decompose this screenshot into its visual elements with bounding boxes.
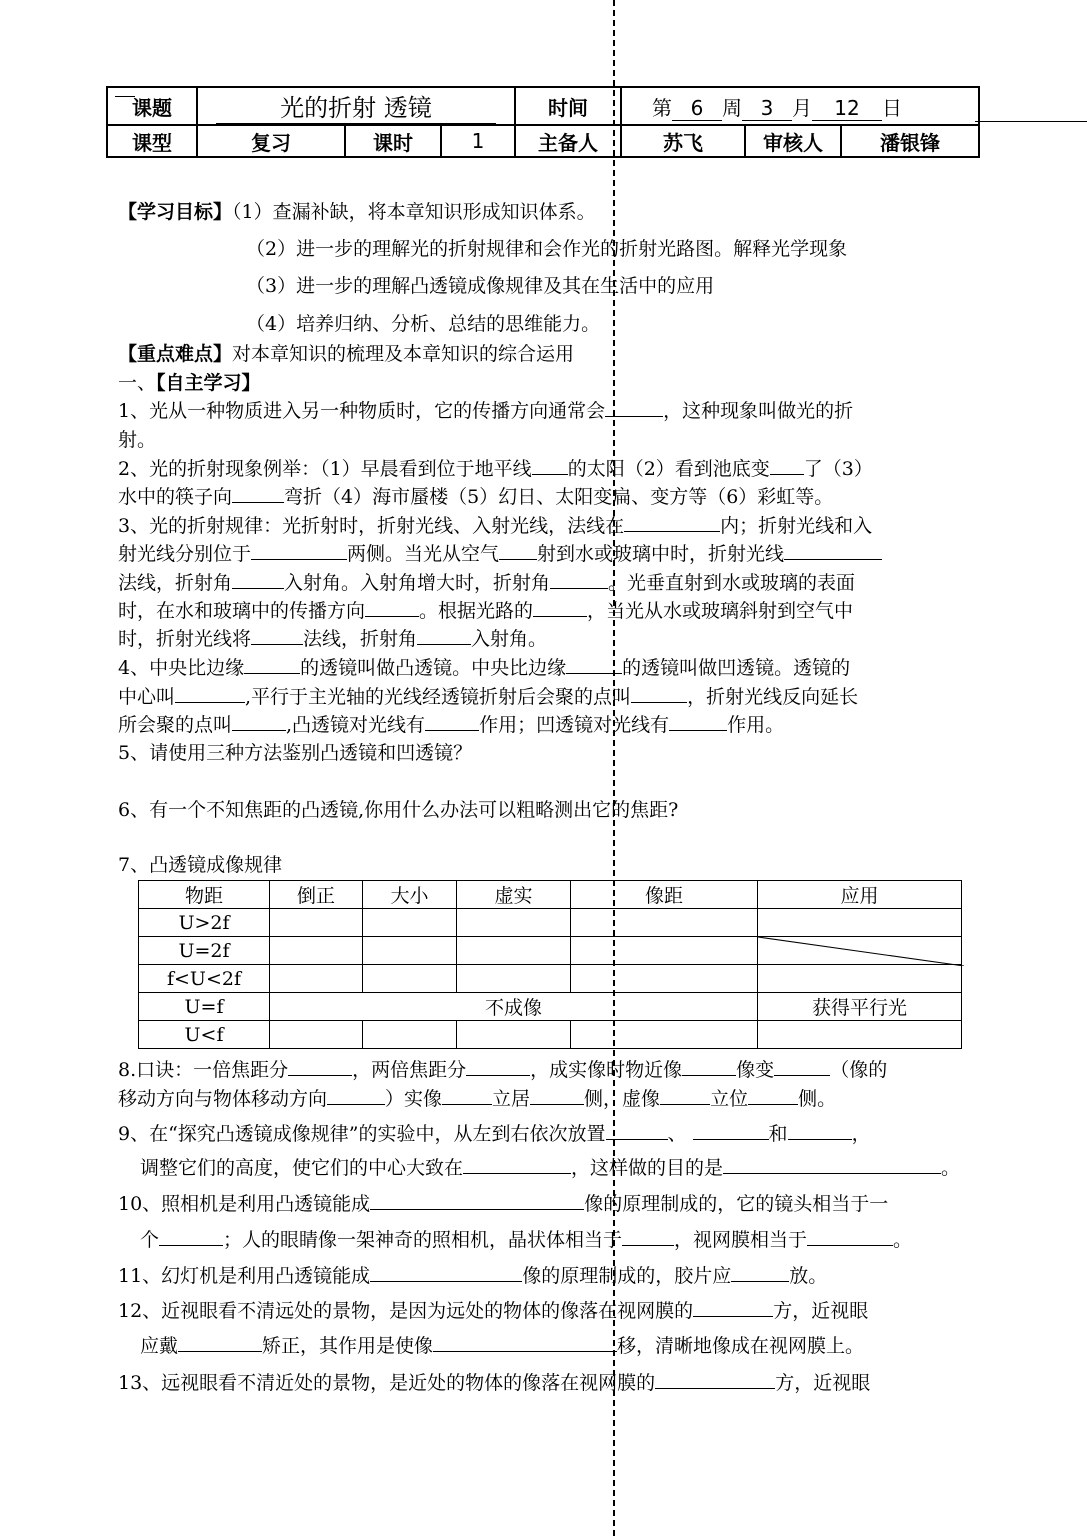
blank[interactable]: [417, 626, 471, 645]
q4-d: 中心叫: [118, 686, 176, 708]
blank[interactable]: [807, 1227, 893, 1246]
q13-line-1: [118, 1370, 870, 1397]
lens-row-label: U=2f: [139, 937, 270, 965]
lens-header: 物距: [139, 881, 270, 909]
q1-line-1: [118, 398, 853, 425]
lens-cell[interactable]: [270, 909, 363, 937]
blank[interactable]: [731, 1263, 789, 1282]
lens-header: 倒正: [270, 881, 363, 909]
q7: 7、凸透镜成像规律: [118, 854, 283, 876]
section-1-pre: 一、: [118, 372, 157, 394]
q4-line-1: [118, 655, 850, 682]
q1-b: ，这种现象叫做光的折: [663, 400, 854, 422]
lens-row-label: U>2f: [139, 909, 270, 937]
q12-line-1: [118, 1298, 868, 1325]
blank[interactable]: [788, 1121, 852, 1140]
blank[interactable]: [669, 712, 727, 731]
q13-a: 13、远视眼看不清近处的景物，是近处的物体的像落在视网膜的: [118, 1372, 656, 1394]
lens-cell[interactable]: [758, 909, 962, 937]
q9-f: ，这样做的目的是: [571, 1157, 724, 1179]
lens-table: [138, 880, 962, 1049]
q8-f: 移动方向与物体移动方向: [118, 1088, 328, 1110]
q4-line-3: [118, 712, 784, 739]
lens-cell-diagonal: [758, 937, 962, 965]
q11-line: [118, 1263, 827, 1290]
q8-k: 侧。: [798, 1088, 837, 1110]
q2-line-2: [118, 484, 833, 511]
blank[interactable]: [442, 1086, 492, 1105]
q13-b: 方，近视眼: [775, 1372, 871, 1394]
parallel-light-cell: 获得平行光: [758, 993, 962, 1021]
q3-k: ，当光从水或玻璃斜射到空气中: [587, 600, 854, 622]
q9-line-1: [118, 1121, 871, 1148]
q9-b: 、: [667, 1123, 687, 1145]
lens-cell[interactable]: [363, 965, 457, 993]
q3-line-2: [118, 541, 882, 568]
blank[interactable]: [748, 1086, 798, 1105]
week-value: 6: [672, 96, 722, 121]
q3-b: 内；折射光线和入: [720, 515, 873, 537]
q9-a: 9、在“探究凸透镜成像规律”的实验中，从左到右依次放置: [118, 1123, 606, 1145]
no-image-cell: 不成像: [270, 993, 758, 1021]
q4-b: 的透镜叫做凸透镜。中央比边缘: [300, 657, 567, 679]
q10-e: ，视网膜相当于: [674, 1229, 808, 1251]
q8-line-2: [118, 1086, 836, 1113]
lens-cell[interactable]: [758, 1021, 962, 1049]
zhubei-value: 苏飞: [621, 125, 745, 157]
blank[interactable]: [327, 1086, 385, 1105]
blank[interactable]: [288, 1057, 352, 1076]
q10-line-1: [118, 1191, 888, 1218]
date-cell: [621, 87, 979, 125]
q8-h: 立居: [492, 1088, 531, 1110]
q4-f: ，折射光线反向延长: [687, 686, 859, 708]
lens-cell[interactable]: [363, 937, 457, 965]
day-suf: 日: [882, 95, 902, 120]
goal-3: （3）进一步的理解凸透镜成像规律及其在生活中的应用: [246, 275, 715, 297]
lens-cell[interactable]: [457, 1021, 571, 1049]
lens-header: 像距: [571, 881, 758, 909]
goal-2: （2）进一步的理解光的折射规律和会作光的折射光路图。解释光学现象: [246, 238, 848, 260]
blank[interactable]: [499, 541, 537, 560]
lens-header: 大小: [363, 881, 457, 909]
keti-value: [197, 87, 515, 125]
q3-n: 入射角。: [471, 628, 548, 650]
key-label: 【重点难点】: [118, 343, 233, 365]
lens-cell[interactable]: [758, 965, 962, 993]
q2-e: 弯折（4）海市蜃楼（5）幻日、太阳变扁、变方等（6）彩虹等。: [284, 486, 834, 508]
lens-cell[interactable]: [363, 909, 457, 937]
q3-l: 时，折射光线将: [118, 628, 252, 650]
blank[interactable]: [251, 541, 347, 560]
blank[interactable]: [175, 684, 245, 703]
blank[interactable]: [533, 598, 587, 617]
q5: 5、请使用三种方法鉴别凸透镜和凹透镜？: [118, 742, 473, 764]
keti-label: 课题: [107, 87, 197, 125]
blank[interactable]: [251, 626, 303, 645]
blank[interactable]: [178, 1333, 262, 1352]
q3-i: 时，在水和玻璃中的传播方向: [118, 600, 366, 622]
q3-h: 。光垂直射到水或玻璃的表面: [608, 572, 856, 594]
lens-cell[interactable]: [571, 909, 758, 937]
blank[interactable]: [784, 541, 882, 560]
lens-header: 虚实: [457, 881, 571, 909]
key-text: 对本章知识的梳理及本章知识的综合运用: [232, 343, 575, 365]
q4-g: 所会聚的点叫: [118, 714, 233, 736]
q3-line-3: [118, 570, 855, 597]
blank[interactable]: [425, 712, 479, 731]
blank[interactable]: [774, 1057, 830, 1076]
blank[interactable]: [365, 598, 419, 617]
q12-c: 应戴: [140, 1335, 179, 1357]
goal-4: （4）培养归纳、分析、总结的思维能力。: [246, 313, 601, 335]
week-pre: 第: [652, 95, 672, 120]
blank[interactable]: [466, 1057, 530, 1076]
header-table: [106, 86, 980, 158]
shenhe-label: 审核人: [745, 125, 841, 157]
kexing-label: 课型: [107, 125, 197, 157]
blank[interactable]: [232, 570, 284, 589]
blank[interactable]: [682, 1057, 736, 1076]
blank[interactable]: [232, 484, 284, 503]
q3-m: 法线，折射角: [303, 628, 418, 650]
month-suf: 月: [792, 95, 812, 120]
goal-1: （1）查漏补缺，将本章知识形成知识体系。: [232, 201, 596, 223]
blank[interactable]: [631, 684, 687, 703]
q10-a: 10、照相机是利用凸透镜能成: [118, 1193, 371, 1215]
q2-d: 水中的筷子向: [118, 486, 233, 508]
blank[interactable]: [660, 1086, 710, 1105]
blank[interactable]: [532, 456, 568, 475]
goal-line-1: [118, 199, 596, 226]
lens-cell[interactable]: [457, 965, 571, 993]
q3-line-1: [118, 513, 872, 540]
q8-c: ，成实像时物近像: [530, 1059, 683, 1081]
q12-b: 方，近视眼: [773, 1300, 869, 1322]
q10-d: ；人的眼睛像一架神奇的照相机，晶状体相当于: [223, 1229, 623, 1251]
blank[interactable]: [244, 655, 300, 674]
q9-e: 调整它们的高度，使它们的中心大致在: [140, 1157, 464, 1179]
month-value: 3: [742, 96, 792, 121]
lens-cell[interactable]: [270, 1021, 363, 1049]
q3-line-5: [118, 626, 547, 653]
lens-cell[interactable]: [457, 937, 571, 965]
q9-c: 和: [768, 1123, 788, 1145]
q1-c: 射。: [118, 429, 157, 451]
blank[interactable]: [770, 456, 804, 475]
keshi-label: 课时: [345, 125, 441, 157]
q8-g: ）实像: [385, 1088, 443, 1110]
lens-cell[interactable]: [571, 965, 758, 993]
q2-b: 的太阳（2）看到池底变: [567, 458, 770, 480]
key-line: [118, 341, 574, 368]
q12-e: 移，清晰地像成在视网膜上。: [617, 1335, 865, 1357]
q12-a: 12、近视眼看不清远处的景物，是因为远处的物体的像落在视网膜的: [118, 1300, 694, 1322]
blank[interactable]: [693, 1298, 773, 1317]
blank[interactable]: [530, 1086, 584, 1105]
q3-j: 。根据光路的: [419, 600, 534, 622]
q3-c: 射光线分别位于: [118, 543, 252, 565]
day-value: 12: [812, 96, 882, 121]
lens-cell[interactable]: [363, 1021, 457, 1049]
q3-e: 射到水或玻璃中时，折射光线: [537, 543, 785, 565]
q8-j: 立位: [710, 1088, 749, 1110]
blank[interactable]: [463, 1155, 571, 1174]
q6: 6、有一个不知焦距的凸透镜,你用什么办法可以粗略测出它的焦距?: [118, 799, 679, 821]
q10-line-2: [140, 1227, 912, 1254]
q8-d: 像变: [736, 1059, 775, 1081]
blank[interactable]: [622, 1227, 674, 1246]
q8-line-1: [118, 1057, 887, 1084]
blank[interactable]: [550, 570, 608, 589]
q10-c: 个: [140, 1229, 160, 1251]
q4-i: 作用；凹透镜对光线有: [479, 714, 670, 736]
q4-h: ,凸透镜对光线有: [286, 714, 426, 736]
lens-cell[interactable]: [457, 909, 571, 937]
lens-cell[interactable]: [571, 937, 758, 965]
lens-row-label: U<f: [139, 1021, 270, 1049]
header-extension-line: [975, 121, 1087, 122]
blank[interactable]: [723, 1155, 941, 1174]
q4-e: ,平行于主光轴的光线经透镜折射后会聚的点叫: [245, 686, 632, 708]
q3-f: 法线，折射角: [118, 572, 233, 594]
lens-cell[interactable]: [270, 965, 363, 993]
keti-text: 光的折射 透镜: [216, 88, 496, 124]
q8-a: 8.口诀：一倍焦距分: [118, 1059, 289, 1081]
q4-line-2: [118, 684, 858, 711]
keshi-value: 1: [441, 125, 515, 157]
q3-d: 两侧。当光从空气: [347, 543, 500, 565]
lens-row-label: U=f: [139, 993, 270, 1021]
q10-b: 像的原理制成的，它的镜头相当于一: [584, 1193, 889, 1215]
diagonal-line: [758, 937, 964, 966]
q4-c: 的透镜叫做凹透镜。透镜的: [622, 657, 851, 679]
blank[interactable]: [655, 1370, 775, 1389]
q4-j: 作用。: [727, 714, 785, 736]
q12-line-2: [140, 1333, 864, 1360]
q2-a: 2、光的折射现象例举：（1）早晨看到位于地平线: [118, 458, 532, 480]
q12-d: 矫正，其作用是使像: [262, 1335, 434, 1357]
q1-a: 1、光从一种物质进入另一种物质时，它的传播方向通常会: [118, 400, 606, 422]
q11-b: 像的原理制成的，胶片应: [522, 1265, 732, 1287]
q8-e: （像的: [830, 1059, 888, 1081]
q8-b: ，两倍焦距分: [352, 1059, 467, 1081]
lens-row-label: f<U<2f: [139, 965, 270, 993]
section-1-label: 【自主学习】: [156, 372, 261, 394]
q9-line-2: [140, 1155, 960, 1182]
zhubei-label: 主备人: [515, 125, 621, 157]
q8-i: 侧，虚像: [584, 1088, 661, 1110]
blank[interactable]: [370, 1263, 522, 1282]
blank[interactable]: [370, 1191, 584, 1210]
q2-c: 了（3）: [803, 458, 873, 480]
week-suf: 周: [722, 95, 742, 120]
blank[interactable]: [693, 1121, 769, 1140]
q3-line-4: [118, 598, 853, 625]
blank[interactable]: [624, 513, 720, 532]
kexing-value: 复习: [197, 125, 345, 157]
q9-g: 。: [941, 1157, 961, 1179]
blank[interactable]: [159, 1227, 223, 1246]
fold-line: [613, 0, 615, 1536]
q9-d: ，: [851, 1123, 871, 1145]
goals-label: 【学习目标】: [118, 201, 233, 223]
lens-header: 应用: [758, 881, 962, 909]
q2-line-1: [118, 456, 873, 483]
lens-cell[interactable]: [270, 937, 363, 965]
lens-cell[interactable]: [571, 1021, 758, 1049]
q10-f: 。: [893, 1229, 913, 1251]
blank[interactable]: [232, 712, 286, 731]
blank[interactable]: [433, 1333, 617, 1352]
shenhe-value: 潘银锋: [841, 125, 979, 157]
section-1: [118, 370, 261, 397]
q3-g: 入射角。入射角增大时，折射角: [284, 572, 551, 594]
q11-a: 11、幻灯机是利用凸透镜能成: [118, 1265, 371, 1287]
shijian-label: 时间: [515, 87, 621, 125]
q11-c: 放。: [789, 1265, 828, 1287]
q4-a: 4、中央比边缘: [118, 657, 245, 679]
q3-a: 3、光的折射规律：光折射时，折射光线、入射光线，法线在: [118, 515, 625, 537]
